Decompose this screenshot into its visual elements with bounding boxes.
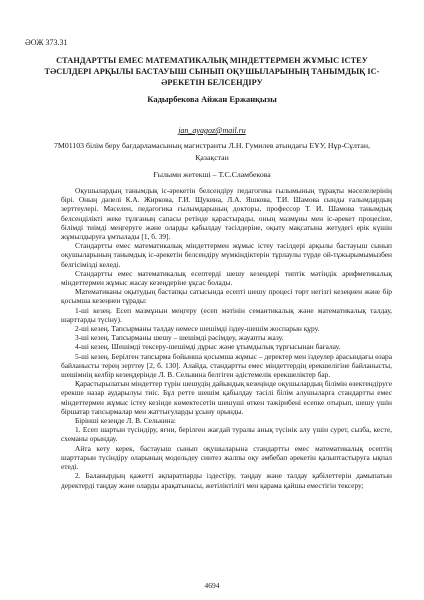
article-body — [61, 186, 392, 490]
paragraph: Стандартты емес математикалық есептерді шешу кезеңдері типтік мәтіндік арифметикалық міндеттермен жұмыс жасау кезеңдеріне ұқсас болады. — [61, 268, 392, 288]
stage-item: 2-ші кезең. Тапсырманы талдау немесе шешімді іздеу-шешім жоспарын құру. — [75, 324, 320, 334]
paragraph: 1. Есеп шартын түсіндіру, яғни, берілген жағдай туралы анық түсінік алу үшін сурет, сызба, кесте, схеманы орындау. — [61, 425, 392, 444]
page-number: 4694 — [204, 581, 220, 590]
paragraph: Айта кету керек, бастауыш сынып оқушыларына стандартты емес математикалық есептің шарттарын түсіндіру оларының модельдеу синтез жалпы оқу әмбебап әрекетін қалыптастыруға ықпал етеді. — [61, 443, 392, 472]
paragraph: Стандартты емес математикалық міндеттермен жұмыс істеу тәсілдері арқылы бастауыш сынып оқушыларының танымдық іс-әрекетін белсендіру мүмкіндіктерін тұрлаулы түрде ой-тұжырымымызбен белгісімізді келеді. — [61, 241, 392, 269]
article-title: СТАНДАРТТЫ ЕМЕС МАТЕМАТИКАЛЫҚ МІНДЕТТЕРМЕН ЖҰМЫС ІСТЕУ ТӘСІЛДЕРІ АРҚЫЛЫ БАСТАУЫШ СЫНЫП ОҚУШЫЛАРЫНЫҢ ТАНЫМДЫҚ ІС-ӘРЕКЕТІН БЕЛСЕНДІРУ — [44, 56, 380, 87]
paragraph: Математиканы оқытудың бастапқы сатысында есепті шешу процесі төрт негізгі кезеңнен және бір қосымша кезеңнен тұрады: — [61, 287, 392, 306]
stage-item: 1-ші кезең. Есеп мазмұнын меңгеру (есеп мәтінін семантикалық және математикалық талдау, шарттарды түсіну). — [61, 305, 392, 324]
scientific-advisor: Ғылыми жетекші – Т.С.Сламбекова — [153, 170, 271, 179]
author-email[interactable]: jan_ayagoz@mail.ru — [178, 126, 246, 135]
stage-item: 4-ші кезең. Шешімді тексеру-шешімді дұрыс және ұтымдылық тұрғысынан бағалау. — [75, 342, 341, 352]
paragraph: Бірінші кезеңде Л. В. Селькина: — [75, 416, 176, 426]
udc-code: ӘОЖ 373.31 — [25, 38, 68, 47]
author-affiliation: 7M01103 білім беру бағдарламасының магистранты Л.Н. Гумилев атындағы ЕҰУ, Нұр-Сұлтан, Қазақстан — [54, 141, 370, 162]
stage-item: 3-ші кезең. Тапсырманы шешу – шешімді рәсімдеу, жауапты жазу. — [75, 333, 284, 343]
paragraph: 2. Баланырдың қажетті ақпаратпарды іздестіру, таңдау және талдау қабілеттерін дамыпатын деректерді таңдау және оларды арақатынасы, жетіліктілігі мен қарама қайшы еместігін тексеру; — [61, 471, 392, 490]
paragraph: Оқушылардың танымдық іс-әрекетін белсендіру педагогика ғылымының тұрақты мәселелерінің бірі. Оның дәлелі К.А. Жиркова, Г.И. Щукина, Л.А. Яшкова, Т.И. Шамова сынды ғалымдардың зерттеулері. Мәселен, педагогика ғылымдарының докторы, профессор Т. И. Шамова танымдық белсенділікті жеке тұлғаның сапасы ретінде қарастырады, оның мазмұны мен іс-әрекет процесіне, білімді тиімді меңгеруге және оларды қабылдау тәсілдеріне, оқыту мақсатына жетудегі ерік күшін жұмылдыруға ұмтылады [1, б. 39]. — [61, 186, 392, 242]
stage-item: 5-ші кезең. Берілген тапсырма бойынша қосымша жұмыс – деректер мен іздеулер арасындағы өзара байланысты терең зерттеу [2, б. 130]. Алайда, стандартты емес міндеттердің ерекшелігіне байланысты, шешімнің келбір кезеңдерінде Л. В. Сельвина белгіген әдістемелік ерекшеліктер бар. — [61, 351, 392, 380]
paragraph: Қарастырылатын міндеттер түрін шешудің дайындық кезеңінде оқушылардың білімін өзектендіруге ерекше назар аударылуы тиіс. Бұл ретте шешім қабылдау тәсілі білім алушыларға стандартты емес міндеттермен жұмыс істеу кезінде көмектесетін шешуші өткен тәжірибені есепке отырып, шешу үшін біршатар тапсырмалар мен жаттығуларды ұсыну орынды. — [61, 379, 392, 416]
author-name: Кадырбекова Айжан Ержанқызы — [147, 94, 277, 104]
